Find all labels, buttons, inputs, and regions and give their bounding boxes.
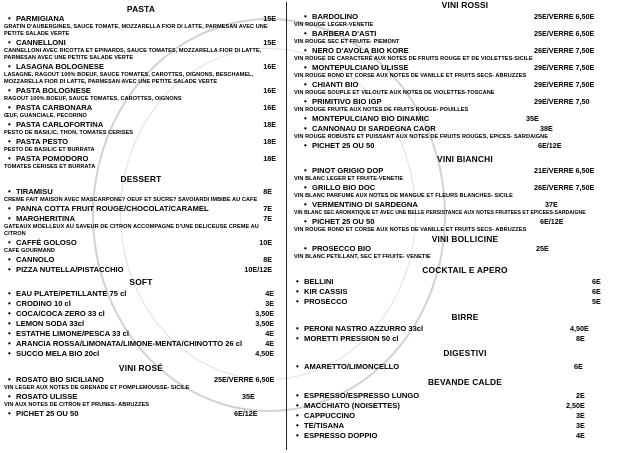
menu-item: • BARDOLINO 25E/VERRE 6,50E <box>290 12 640 22</box>
menu-item: • BARBERA D'ASTI 25E/VERRE 6,50E <box>290 29 640 39</box>
item-description: VIN ROUGE FRUITÉ AUX NOTES DE FRUITS ROUGE- POUILLES <box>294 107 469 113</box>
menu-item: • PASTA CARLOFORTINA 18E <box>0 120 282 130</box>
menu-item: • ROSATO BIO SICILIANO 25E/VERRE 6,50E <box>0 375 282 385</box>
dessert-list <box>0 184 282 275</box>
section-title-soft: SOFT <box>129 277 153 287</box>
menu-item: • CANNONAU DI SARDEGNA CAOR 38E <box>290 124 640 134</box>
menu-item: • PASTA BOLOGNESE 16E <box>0 86 282 96</box>
section-title-dessert: DESSERT <box>120 174 162 184</box>
pasta-list <box>0 14 282 171</box>
menu-item: • PRIMITIVO BIO IGP 29E/VERRE 7,50 <box>290 97 640 107</box>
item-description: VIN ROUGE ROBUSTE ET PUISSANT AUX NOTES DE FRUITS ROUGES, ÉPICES- SARDAIGNE <box>294 134 549 140</box>
menu-item: • MONTEPULCIANO ULISSE 29E/VERRE 7,50E <box>290 63 640 73</box>
item-description: ŒUF, GUANCIALE, PECORINO <box>4 113 87 119</box>
menu-item: • CANNELLONI 15E <box>0 38 282 48</box>
menu-item: • ESTATHE LIMONE/PESCA 33 cl 4E <box>0 329 282 339</box>
item-description: VIN LEGER AUX NOTES DE GRENADE ET POMPLEMOUSSE- SICILE <box>4 385 190 391</box>
menu-item: • PERONI NASTRO AZZURRO 33cl 4,50E <box>290 324 640 334</box>
menu-item: • SUCCO MELA BIO 20cl 4,50E <box>0 349 282 359</box>
menu-item: • TIRAMISU 8E <box>0 187 282 197</box>
item-description: GATEAUX MOELLEUX AU SAVEUR DE CITRON ACCOMPAGNÉ D'UNE DELICEUSE CRÈME AU CITRON <box>4 224 259 237</box>
menu-item: • PIZZA NUTELLA/PISTACCHIO 10E/12E <box>0 265 282 275</box>
menu-item: • CAPPUCCINO 3E <box>290 411 640 421</box>
menu-item: • KIR CASSIS 6E <box>290 287 640 297</box>
menu-item: • ARANCIA ROSSA/LIMONATA/LIMONE-MENTA/CHINOTTO 26 cl 4E <box>0 339 282 349</box>
menu-item: • PASTA PESTO 18E <box>0 137 282 147</box>
item-description: VIN ROUGE ROND ET CORSÉ AUX NOTES DE VANILLE ET FRUITS SECS- ABRUZZES <box>294 73 527 79</box>
item-description: VIN BLANC PARFUMÉ AUX NOTES DE MANGUE ET FLEURS BLANCHES- SICILE <box>294 193 513 199</box>
menu-item: • MONTEPULCIANO BIO DINAMIC 35E <box>290 114 640 124</box>
item-description: PESTO DE BASILIC, THON, TOMATES CERISES <box>4 130 134 136</box>
section-title-vini-bianchi: VINI BIANCHI <box>437 154 493 164</box>
section-title-birre: BIRRE <box>451 312 479 322</box>
menu-item: • PASTA CARBONARA 16E <box>0 103 282 113</box>
menu-item: • PICHET 25 OU 50 6E/12E <box>0 409 282 419</box>
menu-item: • PICHET 25 OU 50 6E/12E <box>290 217 640 227</box>
menu-item: • CANNOLO 8E <box>0 255 282 265</box>
section-title-digestivi: DIGESTIVI <box>443 348 487 358</box>
menu-item: • MORETTI PRESSION 50 cl 8E <box>290 334 640 344</box>
menu-item: • CRODINO 10 cl 3E <box>0 299 282 309</box>
digestivi-list <box>290 358 640 372</box>
section-title-bevande-calde: BEVANDE CALDE <box>427 377 503 387</box>
menu-item: • VERMENTINO DI SARDEGNA 37E <box>290 200 640 210</box>
menu-item: • GRILLO BIO DOC 26E/VERRE 7,50E <box>290 183 640 193</box>
item-description: VIN BLANC PETILLANT, SEC ET FRUITÉ- VENETIE <box>294 254 431 260</box>
menu-item: • PANNA COTTA FRUIT ROUGE/CHOCOLAT/CARAMEL 7E <box>0 204 282 214</box>
menu-item: • MARGHERITINA 7E <box>0 214 282 224</box>
menu-item: • PROSECCO 5E <box>290 297 640 307</box>
item-description: VIN AUX NOTES DE CITRON ET PRUNES- ABRUZZES <box>4 402 150 408</box>
vini-bianchi-list <box>290 164 640 234</box>
item-description: GRATIN D'AUBERGINES, SAUCE TOMATE, MOZZARELLA FIOR DI LATTE, PARMESAN AVEC UNE PETITE SALADE VERTE <box>4 24 268 37</box>
vini-bollicine-list <box>290 244 640 261</box>
vini-rossi-list <box>290 10 640 151</box>
section-title-pasta: PASTA <box>126 4 156 14</box>
birre-list <box>290 322 640 344</box>
right-column <box>290 0 640 453</box>
soft-list <box>0 287 282 359</box>
menu-item: • MACCHIATO (NOISETTES) 2,50E <box>290 401 640 411</box>
menu-item: • CHIANTI BIO 29E/VERRE 7,50E <box>290 80 640 90</box>
item-description: RAGOUT 100% BOEUF, SAUCE TOMATES, CAROTTES, OIGNONS <box>4 96 182 102</box>
item-description: VIN ROUGE ROND ET CORSÉ AUX NOTES DE VANILLE ET FRUITS SECS- ABRUZZES <box>294 227 527 233</box>
menu-item: • PICHET 25 OU 50 6E/12E <box>290 141 640 151</box>
section-title-vini-bollicine: VINI BOLLICINE <box>431 234 499 244</box>
menu-item: • BELLINI 6E <box>290 277 640 287</box>
item-description: VIN ROUGE LEGER-VENETIE <box>294 22 374 28</box>
item-description: VIN BLANC SEC AROMATIQUE ET AVEC UNE BELLE PERSISTANCE AUX NOTES FRUITÉES ET ÉPICÉES-SARDAIGNE <box>294 210 586 216</box>
item-description: VIN BLANC LEGER ET FRUITÉ-VENETIE <box>294 176 404 182</box>
menu-item: • PASTA POMODORO 18E <box>0 154 282 164</box>
menu-item: • LASAGNA BOLOGNESE 16E <box>0 62 282 72</box>
menu-item: • COCA/COCA ZERO 33 cl 3,50E <box>0 309 282 319</box>
menu-item: • CAFFÈ GOLOSO 10E <box>0 238 282 248</box>
menu-item: • PARMIGIANA 15E <box>0 14 282 24</box>
vini-rose-list <box>0 373 282 419</box>
item-description: CANNELLONI AVEC RICOTTA ET EPINARDS, SAUCE TOMATES, MOZZARELLA FIOR DI LATTE, PARMESAN AVEC UNE PETITE SALADE VERTE <box>4 48 262 61</box>
menu-item: • TE/TISANA 3E <box>290 421 640 431</box>
item-description: CRÈME FAIT MAISON AVEC MASCARPONE? OEUF ET SUCRE? SAVOIARDI IMBIBÉ AU CAFÉ <box>4 197 258 203</box>
cocktail-list <box>290 275 640 307</box>
item-description: CAFÉ GOURMAND <box>4 248 55 254</box>
menu-item: • LEMON SODA 33cl 3,50E <box>0 319 282 329</box>
section-title-vini-rose: VINI ROSÉ <box>118 363 164 373</box>
item-description: TOMATES CERISES ET BURRATA <box>4 164 96 170</box>
item-description: VIN ROUGE SEC ET FRUITÉ- PIEMONT <box>294 39 400 45</box>
menu-item: • PROSECCO BIO 25E <box>290 244 640 254</box>
menu-item: • ESPRESSO DOPPIO 4E <box>290 431 640 441</box>
menu-item: • EAU PLATE/PETILLANTE 75 cl 4E <box>0 289 282 299</box>
column-divider <box>286 2 287 450</box>
bevande-calde-list <box>290 387 640 441</box>
section-title-vini-rossi: VINI ROSSI <box>441 0 489 10</box>
left-column <box>0 0 282 453</box>
item-description: VIN ROUGE DE CARACTERE AUX NOTES DE FRUITS ROUGE ET DE VIOLETTES-SICILE <box>294 56 533 62</box>
menu-item: • ESPRESSO/ESPRESSO LUNGO 2E <box>290 391 640 401</box>
menu-item: • PINOT GRIGIO DOP 21E/VERRE 6,50E <box>290 166 640 176</box>
menu-item: • ROSATO ULISSE 35E <box>0 392 282 402</box>
menu-item: • NERO D'AVOLA BIO KORE 26E/VERRE 7,50E <box>290 46 640 56</box>
item-description: PESTO DE BASILIC ET BURRATA <box>4 147 95 153</box>
section-title-cocktail: COCKTAIL E APERO <box>422 265 508 275</box>
item-description: LASAGNE, RAGOUT 100% BOEUF, SAUCE TOMATES, CAROTTES, OIGNONS, BESCHAMEL, MOZZARELLA FIOR DI LATTE, PARMESAN AVEC UNE PETITE SALADE VERTE <box>4 72 254 85</box>
item-description: VIN ROUGE SOUPLE ET VELOUTÉ AUX NOTES DE VIOLETTES-TOSCANE <box>294 90 495 96</box>
menu-item: • AMARETTO/LIMONCELLO 6E <box>290 362 640 372</box>
